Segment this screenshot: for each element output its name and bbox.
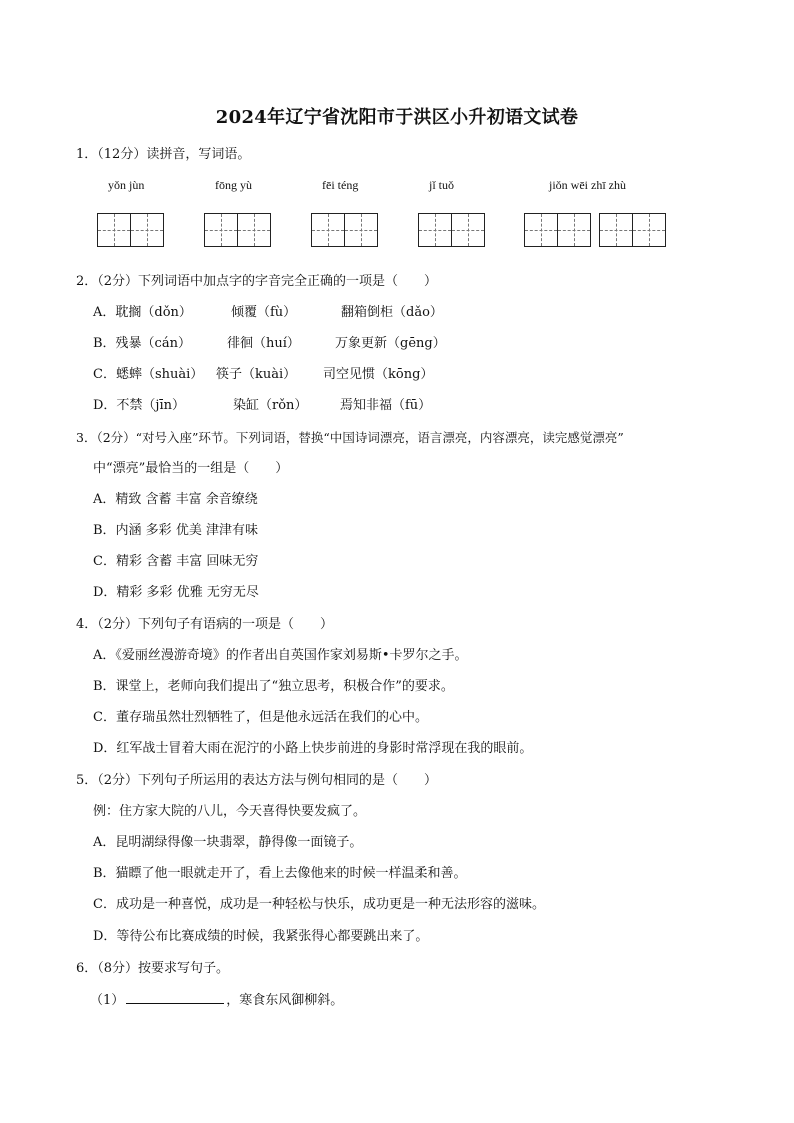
q2-b-word-1: B．残暴（cán） bbox=[93, 336, 191, 351]
q6-item-1-blank[interactable] bbox=[126, 991, 224, 1004]
q4-option-a[interactable]: A．《爱丽丝漫游奇境》的作者出自英国作家刘易斯•卡罗尔之手。 bbox=[93, 648, 468, 663]
q2-option-b[interactable] bbox=[93, 335, 446, 353]
q2-option-c[interactable] bbox=[93, 366, 433, 384]
q5-example: 例：住方家大院的八儿，今天喜得快要发疯了。 bbox=[93, 804, 367, 819]
writing-cell[interactable] bbox=[311, 213, 345, 247]
q5-option-b[interactable]: B．猫瞟了他一眼就走开了，看上去像他来的时候一样温柔和善。 bbox=[93, 866, 467, 881]
q2-a-word-3: 翻箱倒柜（dǎo） bbox=[341, 305, 443, 320]
writing-grid-4[interactable] bbox=[418, 213, 484, 247]
writing-cell[interactable] bbox=[524, 213, 558, 247]
writing-cell[interactable] bbox=[632, 213, 666, 247]
q2-c-word-3: 司空见惯（kōng） bbox=[323, 367, 434, 382]
pinyin-5: jiǒn wēi zhī zhù bbox=[549, 178, 626, 192]
writing-cell[interactable] bbox=[130, 213, 164, 247]
q3-option-b[interactable]: B．内涵 多彩 优美 津津有味 bbox=[93, 523, 258, 538]
q2-option-d[interactable] bbox=[93, 397, 431, 415]
writing-cell[interactable] bbox=[97, 213, 131, 247]
writing-grid-5a[interactable] bbox=[524, 213, 590, 247]
pinyin-2: fōng yù bbox=[215, 178, 252, 192]
writing-cell[interactable] bbox=[418, 213, 452, 247]
q6-item-1-number: （1） bbox=[90, 993, 125, 1008]
pinyin-4: jǐ tuǒ bbox=[429, 178, 455, 192]
question-6-stem: 6．（8分）按要求写句子。 bbox=[76, 961, 230, 976]
writing-grid-3[interactable] bbox=[311, 213, 377, 247]
q5-option-a[interactable]: A．昆明湖绿得像一块翡翠，静得像一面镜子。 bbox=[93, 835, 363, 850]
writing-cell[interactable] bbox=[599, 213, 633, 247]
q6-item-1 bbox=[90, 991, 343, 1010]
q2-d-word-2: 染缸（rǒn） bbox=[233, 398, 308, 413]
q5-option-d[interactable]: D．等待公布比赛成绩的时候，我紧张得心都要跳出来了。 bbox=[93, 929, 429, 944]
q3-option-c[interactable]: C．精彩 含蓄 丰富 回味无穷 bbox=[93, 554, 259, 569]
question-4-stem: 4．（2分）下列句子有语病的一项是（ ） bbox=[76, 617, 334, 632]
q5-option-c[interactable]: C．成功是一种喜悦，成功是一种轻松与快乐，成功更是一种无法形容的滋味。 bbox=[93, 897, 545, 912]
q3-option-a[interactable]: A．精致 含蓄 丰富 余音缭绕 bbox=[93, 492, 258, 507]
q2-b-word-2: 徘徊（huí） bbox=[227, 336, 300, 351]
question-5-stem: 5．（2分）下列句子所运用的表达方法与例句相同的是（ ） bbox=[76, 773, 438, 788]
question-3-stem: 3．（2分）“对号入座”环节。下列词语，替换“中国诗词漂亮，语言漂亮，内容漂亮，读完感觉漂亮” bbox=[76, 430, 624, 445]
q2-a-word-2: 倾覆（fù） bbox=[231, 305, 297, 320]
q2-c-word-1: C．蟋蟀（shuài） bbox=[93, 367, 204, 382]
writing-cell[interactable] bbox=[204, 213, 238, 247]
question-2-stem: 2．（2分）下列词语中加点字的字音完全正确的一项是（ ） bbox=[76, 274, 438, 289]
page-title: 2024年辽宁省沈阳市于洪区小升初语文试卷 bbox=[215, 107, 579, 128]
pinyin-1: yǒn jùn bbox=[108, 178, 145, 192]
writing-cell[interactable] bbox=[451, 213, 485, 247]
writing-grid-1[interactable] bbox=[97, 213, 163, 247]
q4-option-d[interactable]: D．红军战士冒着大雨在泥泞的小路上快步前进的身影时常浮现在我的眼前。 bbox=[93, 741, 533, 756]
q2-d-word-3: 焉知非福（fū） bbox=[340, 398, 432, 413]
question-3-stem-cont: 中“漂亮”最恰当的一组是（ ） bbox=[93, 461, 289, 476]
writing-cell[interactable] bbox=[557, 213, 591, 247]
question-1-stem: 1．（12分）读拼音，写词语。 bbox=[76, 147, 251, 162]
q6-item-1-text: ，寒食东风御柳斜。 bbox=[226, 993, 344, 1008]
writing-cell[interactable] bbox=[344, 213, 378, 247]
writing-cell[interactable] bbox=[237, 213, 271, 247]
writing-grid-5b[interactable] bbox=[599, 213, 665, 247]
q3-option-d[interactable]: D．精彩 多彩 优雅 无穷无尽 bbox=[93, 585, 259, 600]
q2-c-word-2: 筷子（kuài） bbox=[216, 367, 297, 382]
q2-d-word-1: D．不禁（jīn） bbox=[93, 398, 185, 413]
q2-option-a[interactable] bbox=[93, 304, 443, 322]
pinyin-3: fēi téng bbox=[322, 178, 359, 192]
writing-grid-2[interactable] bbox=[204, 213, 270, 247]
q4-option-b[interactable]: B．课堂上，老师向我们提出了“独立思考，积极合作”的要求。 bbox=[93, 679, 454, 694]
q2-a-word-1: A．耽搁（dǒn） bbox=[93, 305, 192, 320]
q4-option-c[interactable]: C．董存瑞虽然壮烈牺牲了，但是他永远活在我们的心中。 bbox=[93, 710, 428, 725]
q2-b-word-3: 万象更新（gēng） bbox=[335, 336, 446, 351]
